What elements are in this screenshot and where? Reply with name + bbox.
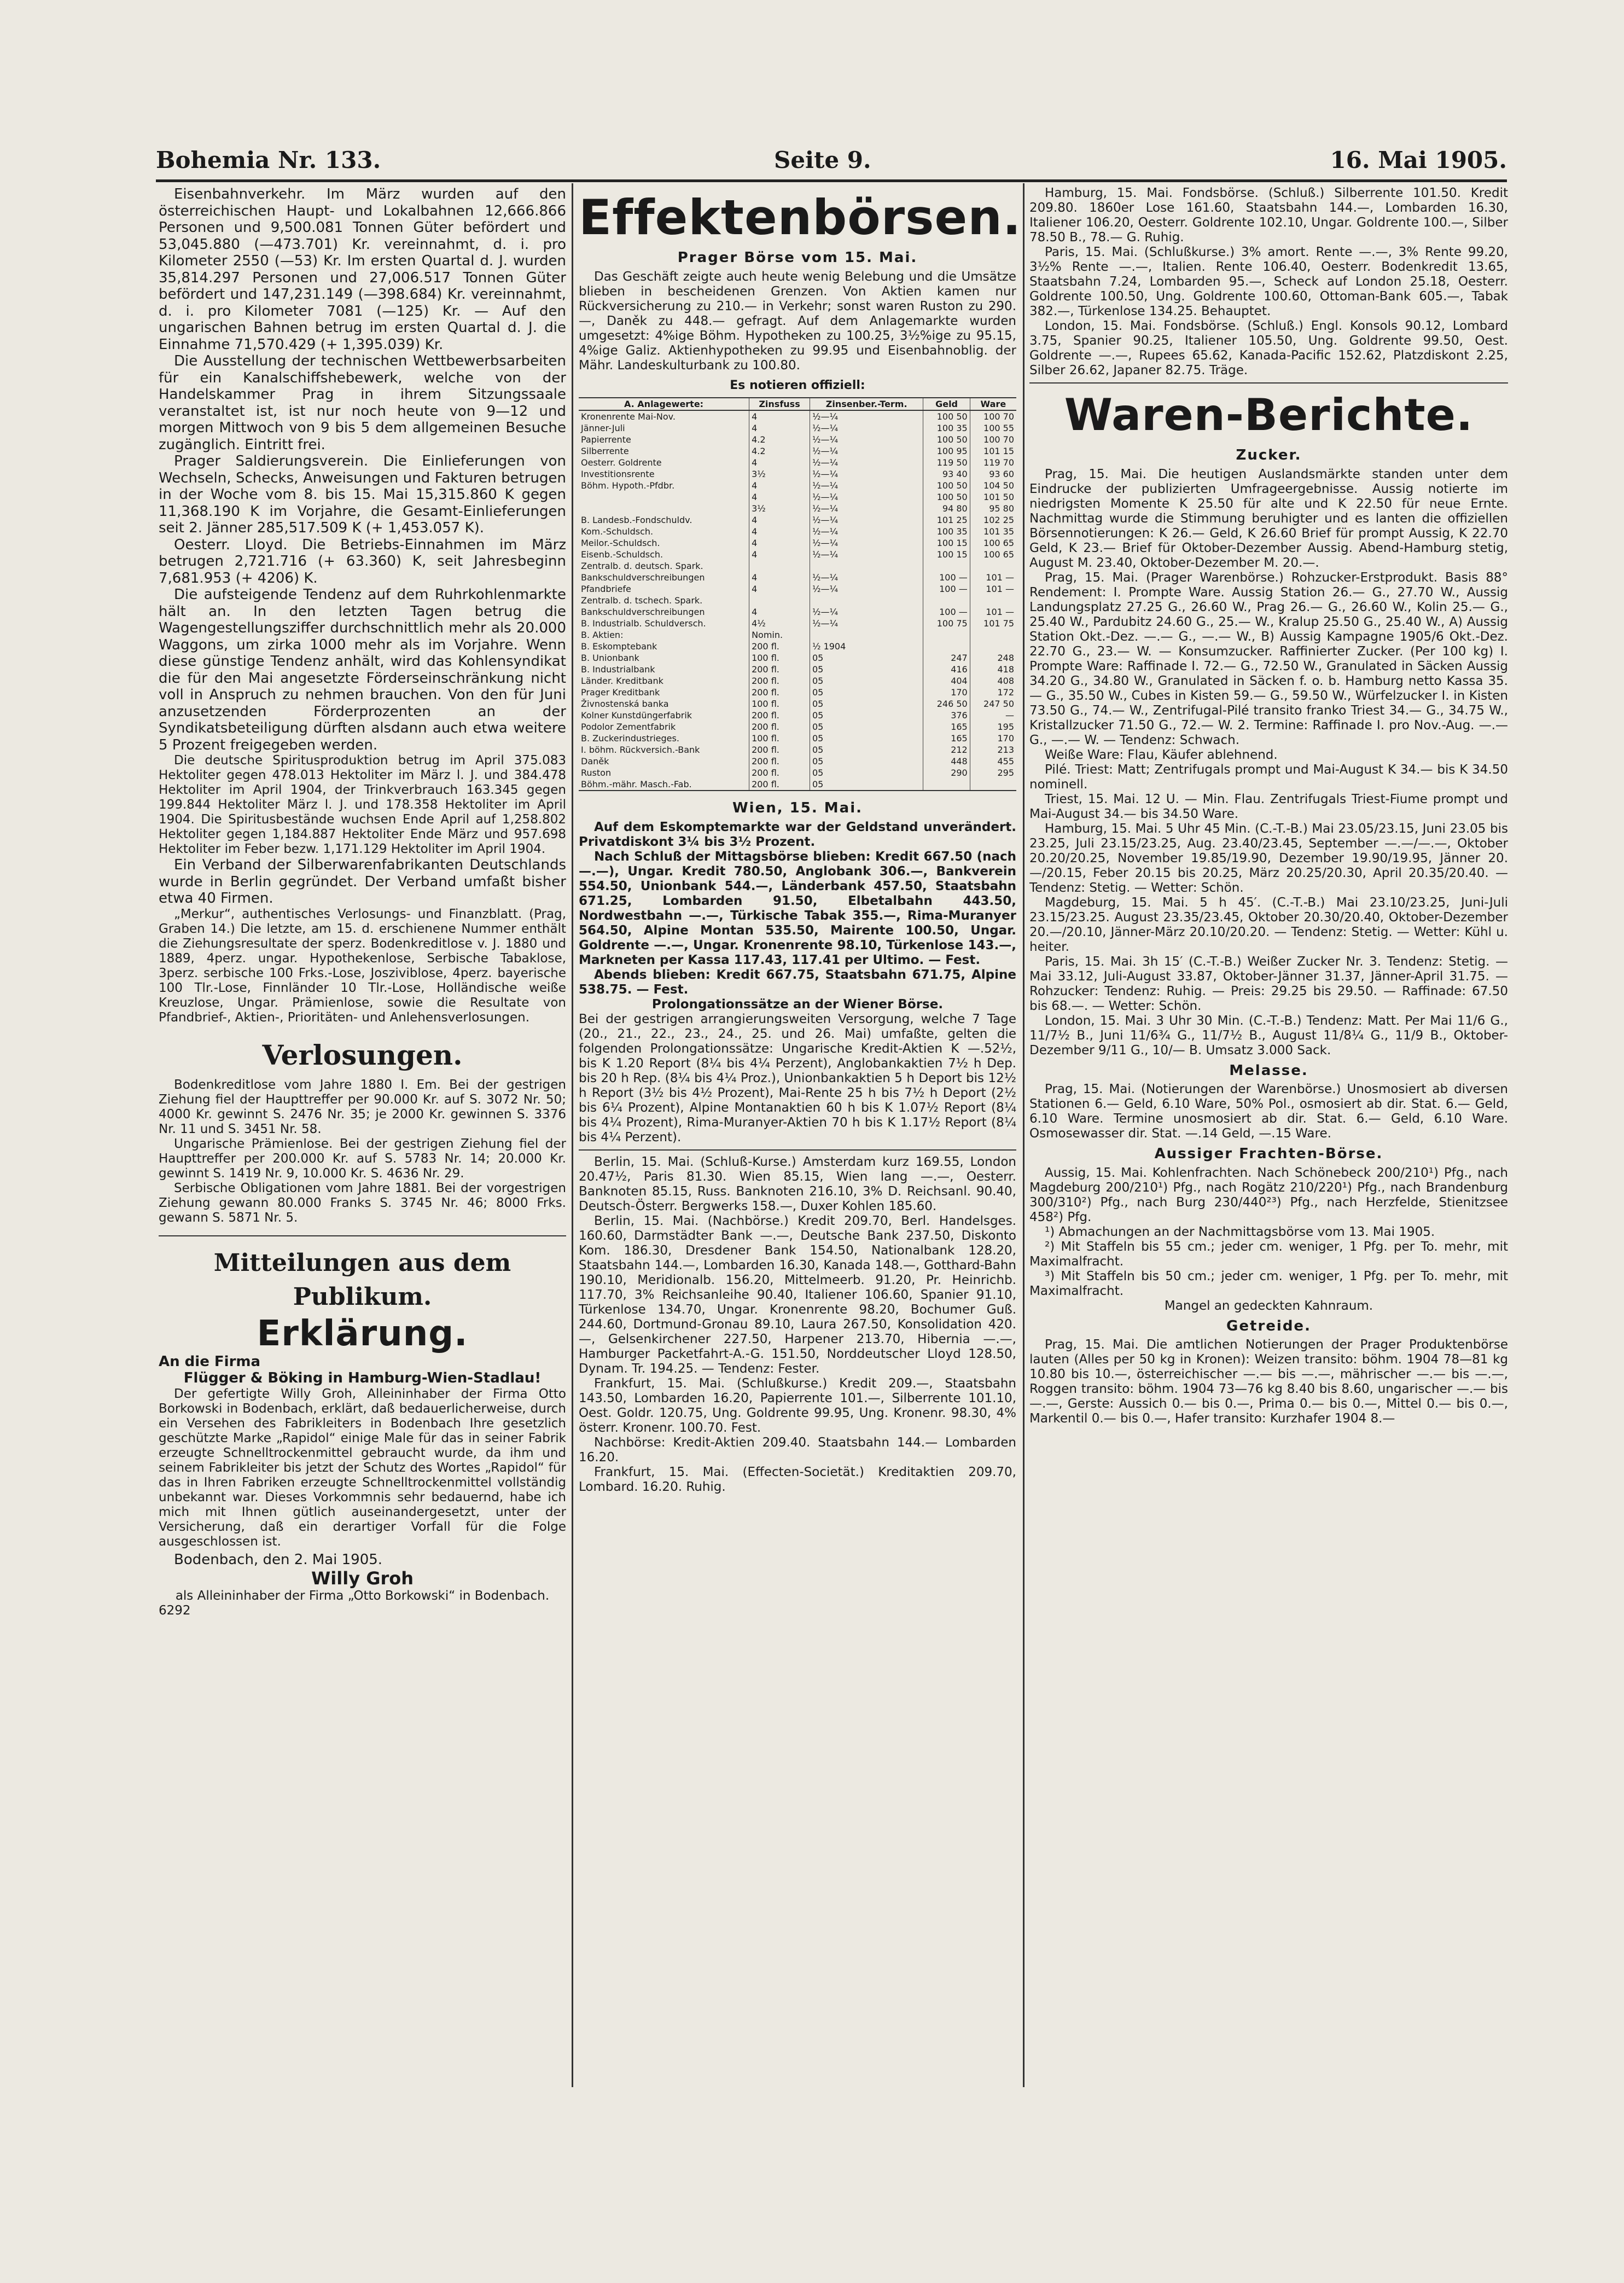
article-ruhrkohlen: Die aufsteigende Tendenz auf dem Ruhrkohlenmarkte hält an. In den letzten Tagen betrug die Wagengestellungsziffer durchschnittlich mehr als 20.000 Waggons, um zirka 1000 mehr als im Vorjahre. Wenn diese günstige Tendenz anhält, wird das Kohlensyndikat die für den Mai angesetzte Förderseinschränkung nicht voll in Anspruch zu nehmen brauchen. Von den für Juni anzusetzenden Förderprozenten an der Syndikatsbeteiligung dürften alsdann auch etwa weitere 5 Prozent freigegeben werden. [159,586,566,753]
kurs-table [579,397,1016,791]
prolongation-text: Bei der gestrigen arrangierungsweiten Versorgung, welche 7 Tage (20., 21., 22., 23., 24., 25. und 26. Mai) umfaßte, gelten die folgenden Prolongationssätze: Ungarische Kredit-Aktien K —.52½, bis K 1.20 Report (8¼ bis 4¼ Perzent), Anglobankaktien 7½ h Dep. bis 20 h Rep. (8¼ bis 4¼ Proz.), Unionbankaktien 5 h Deport bis 12½ h Report (3½ bis 4½ Prozent), Mai-Rente 25 h bis 7½ h Deport (2½ bis 6¼ Prozent), Alpine Montanaktien 60 h bis K 1.07½ Report (8¼ bis 4¼ Prozent), Rima-Muranyer-Aktien 70 h bis K 1.17½ Report (8¼ bis 4¼ Perzent). [579,1012,1016,1145]
kurs-cell-term: ½—¼ [810,572,923,583]
kurs-cell-zinsfuss: 4 [749,457,810,468]
notieren-heading: Es notieren offiziell: [730,378,865,392]
kurs-cell-ware: 101 — [970,606,1016,618]
article-spiritusproduktion: Die deutsche Spiritusproduktion betrug im April 375.083 Hektoliter gegen 478.013 Hektoliter im März l. J. und 384.478 Hektoliter im April 1904, der Trinkverbrauch 163.345 gegen 199.844 Hektoliter März l. J. und 178.358 Hektoliter im April 1904. Die Spiritusbestände wuchsen Ende April auf 1,258.802 Hektoliter gegen 1,184.887 Hektoliter Ende März und 957.698 Hektoliter im Feber bezw. 1,171.129 Hektoliter im April 1904. [159,753,566,856]
notice-signature-title: als Alleininhaber der Firma „Otto Borkowski“ in Bodenbach. [175,1589,550,1603]
kurs-cell-name: Papierrente [581,434,631,445]
kurs-cell-term: 05 [810,698,923,710]
table-row [579,698,1016,710]
kurs-cell-name: B. Industrialbank [581,664,655,675]
kurs-cell-zinsfuss: 4 [749,480,810,491]
melasse-heading: Melasse. [1229,1062,1308,1079]
section-title-warenberichte: Waren-Berichte. [1064,390,1474,440]
kurs-cell-ware: 101 75 [970,618,1016,629]
table-row [579,606,1016,618]
kurs-cell-term: ½—¼ [810,526,923,537]
kurs-cell-zinsfuss: 4.2 [749,445,810,457]
table-row [579,526,1016,537]
london-fondsboerse: London, 15. Mai. Fondsbörse. (Schluß.) Engl. Konsols 90.12, Lombard 3.75, Spanier 90.25, Italiener 105.50, Ung. Goldrente 99.50, Oest. Goldrente —.—, Rupees 65.62, Kanada-Pacific 152.62, Platzdiskont 2.25, Silber 26.62, Japaner 82.75. Träge. [1029,319,1508,377]
kurs-cell-name: Länder. Kreditbank [581,676,663,686]
kurs-cell-name: Böhm. Hypoth.-Pfdbr. [581,480,675,491]
wien-eskompte: Auf dem Eskomptemarkte war der Geldstand unverändert. Privatdiskont 3¼ bis 3½ Prozent. [579,820,1016,849]
kurs-cell-name: Kronenrente Mai-Nov. [581,411,676,422]
zucker-hamburg: Hamburg, 15. Mai. 5 Uhr 45 Min. (C.-T.-B.) Mai 23.05/23.15, Juni 23.05 bis 23.25, Juli 23.15/23.25, Aug. 23.40/23.45, September —.—/—.—, Oktober 20.20/20.25, November 19.85/19.90, Dezember 19.90/19.95, Jänner 20.—/20.15, Feber 20.15 bis 20.25, März 20.25/20.30, April 20.35/20.40. — Tendenz: Stetig. — Wetter: Schön. [1029,821,1508,895]
zucker-weisse-ware: Weiße Ware: Flau, Käufer ablehnend. [1045,747,1278,762]
kurs-cell-zinsfuss: 4 [749,491,810,503]
table-row [579,514,1016,526]
kurs-table-header [579,398,1016,410]
kurs-cell-geld: 290 [923,767,970,779]
divider [1029,382,1508,384]
kurs-cell-zinsfuss: Nomin. [749,629,810,641]
table-row [579,618,1016,629]
kurs-cell-ware: 418 [970,664,1016,675]
table-row [579,641,1016,652]
kurs-col-ware: Ware [970,398,1016,410]
table-row [579,572,1016,583]
kurs-cell-name: Eisenb.-Schuldsch. [581,549,663,560]
article-kanalschiffshebewerk: Die Ausstellung der technischen Wettbewerbsarbeiten für ein Kanalschiffshebewerk, welche von der Handelskammer Prag in ihrem Sitzungssaale veranstaltet ist, ist nur noch heute von 9—12 und morgen Mittwoch von 9 bis 5 dem allgemeinen Besuche zugänglich. Eintritt frei. [159,353,566,453]
kurs-cell-ware: 101 50 [970,491,1016,503]
kurs-cell-geld: 404 [923,675,970,687]
kurs-cell-term: ½—¼ [810,491,923,503]
kurs-cell-name: Oesterr. Goldrente [581,457,662,468]
kurs-cell-name: Bankschuldverschreibungen [581,572,705,583]
frankfurt-societaet: Frankfurt, 15. Mai. (Effecten-Societät.) Kreditaktien 209.70, Lombard. 16.20. Ruhig. [579,1465,1016,1494]
notice-number: 6292 [159,1604,191,1618]
kurs-cell-term: ½—¼ [810,422,923,434]
kurs-cell-zinsfuss: 200 fl. [749,744,810,756]
kurs-cell-zinsfuss: 200 fl. [749,779,810,791]
kurs-cell-ware: 247 50 [970,698,1016,710]
kurs-cell-term: 05 [810,779,923,791]
table-row [579,434,1016,445]
kurs-cell-name: B. Aktien: [581,630,624,640]
kurs-cell-geld: 100 15 [923,537,970,549]
table-row [579,480,1016,491]
kurs-cell-name: Kolner Kunstdüngerfabrik [581,710,692,721]
column-1 [159,186,566,1618]
kurs-cell-term: ½—¼ [810,549,923,560]
article-lloyd: Oesterr. Lloyd. Die Betriebs-Einnahmen im März betrugen 2,721.716 (+ 63.360) K, seit Jahresbeginn 7,681.953 (+ 4206) K. [159,536,566,586]
kurs-cell-name: I. böhm. Rückversich.-Bank [581,745,700,755]
kurs-cell-term: 05 [810,675,923,687]
kurs-cell-zinsfuss: 4 [749,583,810,595]
kurs-cell-geld: 100 35 [923,422,970,434]
table-row [579,779,1016,791]
kurs-cell-term: ½—¼ [810,514,923,526]
article-merkur: „Merkur“, authentisches Verlosungs- und Finanzblatt. (Prag, Graben 14.) Die letzte, am 15. d. erschienene Nummer enthält die Ziehungsresultate der sperz. Bodenkreditlose v. J. 1880 und 1889, 4perz. ungar. Hypothekenlose, Serbische Tabaklose, 3perz. serbische 100 Frks.-Lose, Josziviblose, 4perz. bayerische 100 Tlr.-Lose, Finnländer 10 Tlr.-Lose, Holländische weiße Kreuzlose, Ungar. Prämienlose, sowie die Resultate von Pfandbrief-, Aktien-, Prioritäten- und Anlehensverlosungen. [159,907,566,1025]
kurs-cell-name: Kom.-Schuldsch. [581,526,654,537]
table-row [579,549,1016,560]
kurs-cell-zinsfuss: 200 fl. [749,710,810,721]
kurs-cell-zinsfuss: 4 [749,606,810,618]
table-row [579,457,1016,468]
zucker-prag-2: Prag, 15. Mai. (Prager Warenbörse.) Rohzucker-Erstprodukt. Basis 88° Rendement: I. Prompte Ware. Aussig Station 26.— G., 27.70 W., Aussig Landungsplatz 27.25 G., 26.60 W., Prag 26.— G., 26.60 W., Kolin 25.— G., 25.40 W., Pardubitz 24.60 G., 25.— W., Kralup 25.50 G., 25.40 W., A) Aussig Station Okt.-Dez. —.— G., —.— W., B) Aussig Kampagne 1905/6 Okt.-Dez. 22.70 G., 23.— W. — Konsumzucker. Raffinierter Zucker. (Per 100 kg) I. Prompte Ware: Raffinade I. 72.— G., 72.50 W., Granulated in Säcken Aussig 34.20 G., 34.80 W., Granulated in Säcken f. o. b. Hamburg netto Kassa 35.— G., 35.50 W., Cubes in Kisten 59.— G., 59.50 W., Würfelzucker I. in Kisten 73.50 G., 74.— W., Zentrifugal-Pilé transito franko Triest 34.— G., 34.75 W., Kristallzucker 71.50 G., 72.— W. 2. Termine: Raffinade I. pro Nov.-Aug. —.— G., —.— W. — Tendenz: Schwach. [1029,570,1508,747]
kurs-cell-ware: 100 70 [970,434,1016,445]
kurs-cell-ware: 95 80 [970,503,1016,514]
header-issue: Bohemia Nr. 133. [156,147,381,173]
kurs-cell-term: 05 [810,721,923,733]
kurs-cell-ware: 172 [970,687,1016,698]
table-row [579,721,1016,733]
kurs-cell-zinsfuss [749,560,810,572]
frachten-aussig: Aussig, 15. Mai. Kohlenfrachten. Nach Schönebeck 200/210¹) Pfg., nach Magdeburg 200/210¹) Pfg., nach Rogätz 210/220¹) Pfg., nach Brandenburg 300/310²) Pfg., nach Burg 230/440²³) Pfg., nach Herzfelde, Stienitzsee 458²) Pfg. [1029,1165,1508,1224]
table-row [579,710,1016,721]
kurs-cell-term: ½—¼ [810,468,923,480]
kurs-cell-geld [923,629,970,641]
kurs-cell-zinsfuss: 4.2 [749,434,810,445]
zucker-paris: Paris, 15. Mai. 3h 15′ (C.-T.-B.) Weißer Zucker Nr. 3. Tendenz: Stetig. — Mai 33.12, Juli-August 33.87, Oktober-Jänner 31.37, Jänner-April 31.75. — Rohzucker: Tendenz: Ruhig. — Preis: 29.25 bis 29.50. — Raffinade: 67.50 bis 68.—. — Wetter: Schön. [1029,954,1508,1013]
kurs-cell-term: 05 [810,687,923,698]
kurs-cell-geld: 100 15 [923,549,970,560]
kurs-cell-name: Pfandbriefe [581,584,631,594]
kurs-cell-ware: 102 25 [970,514,1016,526]
kurs-cell-name [579,491,749,503]
kurs-cell-zinsfuss: 4 [749,549,810,560]
hamburg-fondsboerse: Hamburg, 15. Mai. Fondsbörse. (Schluß.) Silberrente 101.50. Kredit 209.80. 1860er Lose 161.60, Staatsbahn 144.—, Lombarden 16.30, Italiener 106.20, Oesterr. Goldrente 102.10, Ungar. Goldrente 100.—, Silber 78.50 B., 78.— G. Ruhig. [1029,186,1508,245]
getreide-prag: Prag, 15. Mai. Die amtlichen Notierungen der Prager Produktenbörse lauten (Alles per 50 kg in Kronen): Weizen transito: böhm. 1904 78—81 kg 10.80 bis 10.—, österreichischer —.— bis —.—, mährischer —.— bis —.—, Roggen transito: böhm. 1904 73—76 kg 8.40 bis 8.60, ungarischer —.— bis —.—, Gerste: Aussich 0.— bis 0.—, Prima 0.— bis 0.—, Mittel 0.— bis 0.—, Markentil 0.— bis 0.—, Hafer transito: Kurzhafer 1904 8.— [1029,1338,1508,1426]
frachten-heading: Aussiger Frachten-Börse. [1154,1146,1383,1162]
kurs-cell-name: B. Eskomptebank [581,641,657,652]
kurs-cell-geld: 100 — [923,606,970,618]
frankfurt-schlusskurse: Frankfurt, 15. Mai. (Schlußkurse.) Kredit 209.—, Staatsbahn 143.50, Lombarden 16.20, Papierrente 101.—, Silberrente 101.10, Oest. Goldr. 120.75, Ung. Goldrente 99.95, Ung. Kronenr. 98.30, 4% österr. Kronenr. 100.70. Fest. [579,1376,1016,1435]
kurs-cell-term: 05 [810,652,923,664]
table-row [579,468,1016,480]
zucker-london: London, 15. Mai. 3 Uhr 30 Min. (C.-T.-B.) Tendenz: Matt. Per Mai 11/6 G., 11/7½ B., Juni 11/6¾ G., 11/7½ B., August 11/8¼ G., 11/9 B., Oktober-Dezember 9/11 G., 10/— B. Umsatz 3.000 Sack. [1029,1013,1508,1058]
kurs-cell-ware: 101 35 [970,526,1016,537]
kurs-cell-term: ½—¼ [810,618,923,629]
kurs-cell-name: Zentralb. d. tschech. Spark. [581,595,703,606]
kurs-cell-term: 05 [810,733,923,744]
prag-boerse-heading: Prager Börse vom 15. Mai. [677,249,918,266]
kurs-cell-zinsfuss: 200 fl. [749,767,810,779]
verlosung-bodenkredit: Bodenkreditlose vom Jahre 1880 I. Em. Bei der gestrigen Ziehung fiel der Haupttreffer per 90.000 Kr. auf S. 3072 Nr. 50; 4000 Kr. gewinnt S. 2476 Nr. 35; je 2000 Kr. gewinnen S. 3376 Nr. 11 und S. 3451 Nr. 58. [159,1077,566,1136]
zucker-prag-1: Prag, 15. Mai. Die heutigen Auslandsmärkte standen unter dem Eindrucke der publizierten Umfrageergebnisse. Aussig notierte im niedrigsten Momente K 25.50 für alte und K 22.50 für neue Ernte. Nachmittag wurde die Stimmung beruhigter und es lanten die offiziellen Börsennotierungen: K 26.— Geld, K 26.60 Brief für prompt Aussig, K 22.70 Geld, K 23.— Brief für Oktober-Dezember Aussig. Abend-Hamburg stetig, August M. 23.40, Oktober-Dezember M. 20.—. [1029,467,1508,570]
kurs-cell-term: 05 [810,744,923,756]
kurs-cell-zinsfuss: 4 [749,514,810,526]
kurs-cell-zinsfuss: 200 fl. [749,641,810,652]
kurs-cell-name: B. Industrialb. Schuldversch. [581,618,706,629]
kurs-cell-term: 05 [810,767,923,779]
kurs-cell-name: Živnostenská banka [581,699,669,709]
kurs-cell-name: B. Zuckerindustrieges. [581,733,679,743]
kurs-cell-name: Investitionsrente [581,469,655,479]
wien-heading: Wien, 15. Mai. [732,800,863,816]
kurs-cell-geld: 101 25 [923,514,970,526]
kurs-cell-geld: 119 50 [923,457,970,468]
section-title-mitteilungen: Mitteilungen aus dem Publikum. [213,1248,511,1311]
table-row [579,767,1016,779]
kurs-cell-name: Zentralb. d. deutsch. Spark. [581,561,703,571]
berlin-nachboerse: Berlin, 15. Mai. (Nachbörse.) Kredit 209.70, Berl. Handelsges. 160.60, Darmstädter Bank —.—, Deutsche Bank 237.50, Diskonto Kom. 186.30, Dresdener Bank 154.50, Nationalbank 128.20, Staatsbahn 144.—, Lombarden 16.30, Kanada 148.—, Gotthard-Bahn 190.10, Meridionalb. 156.20, Mittelmeerb. 91.20, Pr. Heinrichb. 117.70, 3% Reichsanleihe 90.40, Italiener 106.60, Spanier 91.10, Türkenlose 134.70, Ungar. Kronenrente 98.20, Bochumer Guß. 244.60, Dortmund-Gronau 89.10, Laura 267.50, Konsolidation 420.—, Gelsenkirchener 227.50, Harpener 213.70, Hibernia —.—, Hamburger Packetfahrt-A.-G. 151.50, Norddeutscher Lloyd 128.50, Dynam. Tr. 194.25. — Tendenz: Fester. [579,1213,1016,1376]
kurs-cell-ware: — [970,710,1016,721]
kurs-cell-ware [970,595,1016,606]
zucker-pile: Pilé. Triest: Matt; Zentrifugals prompt und Mai-August K 34.— bis K 34.50 nominell. [1029,762,1508,792]
table-row [579,560,1016,572]
kurs-cell-zinsfuss: 200 fl. [749,721,810,733]
kurs-cell-zinsfuss: 200 fl. [749,664,810,675]
header-rule [156,179,1507,182]
kurs-cell-zinsfuss: 4 [749,572,810,583]
kurs-cell-geld: 170 [923,687,970,698]
article-saldierungsverein: Prager Saldierungsverein. Die Einlieferungen von Wechseln, Schecks, Anweisungen und Fakturen betrugen in der Woche vom 8. bis 15. Mai 15,315.860 K gegen 11,368.190 K im Vorjahre, die Gesamt-Einlieferungen seit 2. Jänner 285,517.509 K (+ 1,453.057 K). [159,453,566,536]
kurs-col-term: Zinsenber.-Term. [810,398,923,410]
column-divider-1 [572,183,573,2087]
kurs-col-name: A. Anlagewerte: [579,398,749,410]
kurs-cell-ware: 100 65 [970,537,1016,549]
prolongation-heading: Prolongationssätze an der Wiener Börse. [651,997,944,1012]
kurs-cell-name: Böhm.-mähr. Masch.-Fab. [579,779,749,791]
kurs-cell-zinsfuss: 100 fl. [749,698,810,710]
kurs-cell-zinsfuss: 3½ [749,468,810,480]
table-row [579,422,1016,434]
kurs-cell-name: B. Landesb.-Fondschuldv. [581,515,692,525]
table-row [579,491,1016,503]
kurs-cell-ware: 408 [970,675,1016,687]
kurs-cell-geld: 100 — [923,572,970,583]
column-3 [1029,186,1508,1426]
kurs-cell-name: Bankschuldverschreibungen [581,607,705,617]
kurs-cell-term: ½—¼ [810,480,923,491]
section-title-verlosungen: Verlosungen. [262,1038,463,1071]
kurs-cell-ware: 100 55 [970,422,1016,434]
paris-schlusskurse: Paris, 15. Mai. (Schlußkurse.) 3% amort. Rente —.—, 3% Rente 99.20, 3½% Rente —.—, Italien. Rente 106.40, Oesterr. Bodenkredit 13.65, Staatsbahn 7.24, Lombarden 95.—, Scheck auf London 25.18, Oesterr. Goldrente 100.50, Ung. Goldrente 100.60, Ottoman-Bank 605.—, Tabak 382.—, Türkenlose 134.25. Behauptet. [1029,245,1508,318]
frachten-note-1: ¹) Abmachungen an der Nachmittagsbörse vom 13. Mai 1905. [1045,1224,1435,1239]
kurs-cell-zinsfuss: 100 fl. [749,733,810,744]
header-page-number: Seite 9. [774,147,871,173]
notice-body: Der gefertigte Willy Groh, Alleininhaber der Firma Otto Borkowski in Bodenbach, erklärt, daß bedauerlicherweise, durch ein Versehen des Fabrikleiters in Bodenbach Ihre gesetzlich geschützte Marke „Rapidol“ einige Male für das in seiner Fabrik erzeugte Schnelltrockenmittel gebraucht wurde, da ihm und seinem Fabrikleiter bis jetzt der Schutz des Wortes „Rapidol“ für das in Ihren Fabriken erzeugte Schnelltrockenmittel vollständig unbekannt war. Dieses Vorkommnis sehr bedauernd, habe ich mich mit Ihnen gütlich auseinandergesetzt, unter der Versicherung, daß ein derartiger Vorfall für die Folge ausgeschlossen ist. [159,1386,566,1549]
kurs-cell-zinsfuss: 200 fl. [749,756,810,767]
kurs-cell-geld: 212 [923,744,970,756]
kurs-cell-zinsfuss: 4 [749,410,810,422]
kurs-cell-geld: 376 [923,710,970,721]
table-row [579,675,1016,687]
kurs-cell-geld: 165 [923,721,970,733]
table-row [579,744,1016,756]
kurs-cell-ware: 248 [970,652,1016,664]
kurs-cell-term: 05 [810,710,923,721]
kurs-cell-ware: 104 50 [970,480,1016,491]
getreide-heading: Getreide. [1226,1317,1311,1334]
kurs-cell-term: ½—¼ [810,410,923,422]
article-silberwaren: Ein Verband der Silberwarenfabrikanten Deutschlands wurde in Berlin gegründet. Der Verband umfaßt bisher etwa 40 Firmen. [159,857,566,907]
kurs-cell-geld: 100 50 [923,434,970,445]
kurs-cell-name: Daněk [581,756,609,766]
kurs-cell-geld: 246 50 [923,698,970,710]
frachten-note-2: ²) Mit Staffeln bis 55 cm.; jeder cm. weniger, 1 Pfg. per To. mehr, mit Maximalfracht. [1029,1239,1508,1269]
table-row [579,503,1016,514]
kurs-cell-geld: 93 40 [923,468,970,480]
kurs-cell-term: ½ 1904 [810,641,923,652]
zucker-magdeburg: Magdeburg, 15. Mai. 5 h 45′. (C.-T.-B.) Mai 23.10/23.25, Juni-Juli 23.15/23.25. August 23.35/23.45, Oktober 20.30/20.40, Oktober-Dezember 20.—/20.10, Jänner-März 20.10/20.20. — Tendenz: Stetig. — Wetter: Kühl u. heiter. [1029,895,1508,954]
table-row [579,652,1016,664]
kurs-cell-zinsfuss: 4½ [749,618,810,629]
column-divider-2 [1023,183,1025,2087]
kurs-cell-geld: 100 50 [923,480,970,491]
kurs-cell-term [810,629,923,641]
kurs-cell-ware: 213 [970,744,1016,756]
table-row [579,410,1016,422]
kurs-cell-zinsfuss: 3½ [749,503,810,514]
frankfurt-nachboerse: Nachbörse: Kredit-Aktien 209.40. Staatsbahn 144.— Lombarden 16.20. [579,1435,1016,1465]
kurs-cell-name: Jänner-Juli [581,423,625,433]
kurs-cell-ware [970,629,1016,641]
zucker-heading: Zucker. [1236,447,1302,463]
kurs-cell-geld: 100 95 [923,445,970,457]
kurs-cell-ware: 100 70 [970,410,1016,422]
kurs-cell-geld [923,641,970,652]
kurs-cell-ware: 295 [970,767,1016,779]
kurs-cell-geld: 100 50 [923,491,970,503]
kurs-cell-ware: 170 [970,733,1016,744]
kurs-cell-term: ½—¼ [810,445,923,457]
kurs-cell-term: ½—¼ [810,457,923,468]
table-row [579,537,1016,549]
kurs-cell-ware: 119 70 [970,457,1016,468]
kurs-col-geld: Geld [923,398,970,410]
kurs-cell-term: ½—¼ [810,503,923,514]
kurs-cell-geld: 448 [923,756,970,767]
section-title-effektenboersen: Effektenbörsen. [579,189,1022,246]
kurs-cell-name [579,503,749,514]
kurs-table-body [579,410,1016,791]
kurs-cell-ware: 455 [970,756,1016,767]
verlosung-ungarische: Ungarische Prämienlose. Bei der gestrigen Ziehung fiel der Haupttreffer per 200.000 Kr. auf S. 5783 Nr. 14; 20.000 Kr. gewinnt S. 1419 Nr. 9, 10.000 Kr. S. 4636 Nr. 29. [159,1136,566,1181]
kurs-cell-geld: 94 80 [923,503,970,514]
kurs-cell-geld [923,560,970,572]
table-row [579,733,1016,744]
kurs-cell-zinsfuss: 100 fl. [749,652,810,664]
page-header [156,147,1507,179]
kurs-cell-ware: 195 [970,721,1016,733]
wien-mittagsboerse: Nach Schluß der Mittagsbörse blieben: Kredit 667.50 (nach —.—), Ungar. Kredit 780.50, Anglobank 306.—, Bankverein 554.50, Unionbank 544.—, Länderbank 457.50, Staatsbahn 671.25, Lombarden 91.50, Elbetalbahn 443.50, Nordwestbahn —.—, Türkische Tabak 355.—, Rima-Muranyer 564.50, Alpine Montan 535.50, Mairente 100.50, Ungar. Goldrente —.—, Ungar. Kronenrente 98.10, Türkenlose 143.—, Markneten per Kassa 117.43, 117.41 per Ultimo. — Fest. [579,849,1016,967]
kurs-cell-ware: 93 60 [970,468,1016,480]
kurs-cell-name: B. Unionbank [581,653,639,663]
section-rule [159,1235,566,1236]
melasse-prag: Prag, 15. Mai. (Notierungen der Warenbörse.) Unosmosiert ab diversen Stationen 6.— Geld, 6.10 Ware, 50% Pol., osmosiert ab dir. Stat. 6.— Geld, 6.10 Ware. Termine unosmosiert ab dir. Stat. 6.— Geld, 6.10 Ware. Osmosewasser dir. Stat. —.14 Geld, —.15 Ware. [1029,1082,1508,1141]
prag-boerse-text: Das Geschäft zeigte auch heute wenig Belebung und die Umsätze blieben in bescheidenen Grenzen. Von Aktien kamen nur Rückversicherung zu 210.— in Verkehr; sonst waren Ruston zu 290.—, Daněk zu 448.— gefragt. Auf dem Anlagemarkte wurden umgesetzt: 4%ige Böhm. Hypotheken zu 100.25, 3½%ige zu 95.15, 4%ige Galiz. Aktienhypotheken zu 99.95 und Eisenbahnoblig. der Mähr. Landeskulturbank zu 100.80. [579,269,1016,373]
kurs-cell-zinsfuss: 4 [749,422,810,434]
table-row [579,595,1016,606]
kurs-cell-ware [970,641,1016,652]
kurs-cell-name: Meilor.-Schuldsch. [581,538,660,548]
header-date: 16. Mai 1905. [1330,147,1507,173]
frachten-note-3: ³) Mit Staffeln bis 50 cm.; jeder cm. weniger, 1 Pfg. per To. mehr, mit Maximalfracht. [1029,1269,1508,1298]
kurs-col-zinsfuss: Zinsfuss [749,398,810,410]
kurs-cell-term: ½—¼ [810,583,923,595]
frachten-note-4: Mangel an gedeckten Kahnraum. [1164,1298,1373,1313]
kurs-cell-term: ½—¼ [810,434,923,445]
kurs-cell-geld: 100 35 [923,526,970,537]
zucker-triest: Triest, 15. Mai. 12 U. — Min. Flau. Zentrifugals Triest-Fiume prompt und Mai-August 34.— bis 34.50 Ware. [1029,792,1508,821]
kurs-cell-term [810,595,923,606]
notice-date: Bodenbach, den 2. Mai 1905. [174,1551,383,1568]
notice-title-erklaerung: Erklärung. [257,1313,468,1354]
kurs-cell-name: Ruston [581,768,612,778]
kurs-cell-term: 05 [810,664,923,675]
kurs-cell-zinsfuss: 4 [749,537,810,549]
divider [579,1149,1016,1151]
kurs-cell-ware: 101 15 [970,445,1016,457]
kurs-cell-geld: 416 [923,664,970,675]
kurs-cell-geld: 247 [923,652,970,664]
kurs-cell-term: ½—¼ [810,606,923,618]
article-eisenbahnverkehr: Eisenbahnverkehr. Im März wurden auf den österreichischen Haupt- und Lokalbahnen 12,666.866 Personen und 9,500.081 Tonnen Güter befördert und 53,045.880 (—473.701) Kr. vereinnahmt, d. i. pro Kilometer 2550 (—53) Kr. Im ersten Quartal d. J. wurden 35,814.297 Personen und 27,006.517 Tonnen Güter befördert und 147,231.149 (—398.684) Kr. vereinnahmt, d. i. pro Kilometer 7081 (—125) Kr. — Auf den ungarischen Bahnen betrug im ersten Quartal d. J. die Einnahme 71,570.429 (+ 1,395.039) Kr. [159,186,566,353]
kurs-cell-zinsfuss: 4 [749,526,810,537]
kurs-cell-ware [970,560,1016,572]
kurs-cell-ware: 101 — [970,572,1016,583]
notice-signature: Willy Groh [311,1568,414,1589]
kurs-cell-geld: 100 — [923,583,970,595]
wien-abends: Abends blieben: Kredit 667.75, Staatsbahn 671.75, Alpine 538.75. — Fest. [579,967,1016,997]
kurs-cell-name: Podolor Zementfabrik [581,722,676,732]
table-row [579,629,1016,641]
table-row [579,756,1016,767]
kurs-cell-term [810,560,923,572]
kurs-cell-ware [970,779,1016,791]
verlosung-serbische: Serbische Obligationen vom Jahre 1881. Bei der vorgestrigen Ziehung gewann 80.000 Franks S. 3745 Nr. 46; 8000 Frks. gewann S. 5871 Nr. 5. [159,1181,566,1225]
kurs-cell-name: Prager Kreditbank [581,687,660,698]
table-row [579,664,1016,675]
kurs-cell-zinsfuss: 200 fl. [749,675,810,687]
table-row [579,583,1016,595]
kurs-cell-geld [923,595,970,606]
column-2 [579,186,1022,1495]
kurs-cell-term: 05 [810,756,923,767]
berlin-schlusskurse: Berlin, 15. Mai. (Schluß-Kurse.) Amsterdam kurz 169.55, London 20.47½, Paris 81.30. Wien 85.15, Wien lang —.—, Oesterr. Banknoten 85.15, Russ. Banknoten 216.10, 3% D. Reichsanl. 90.40, Deutsch-Österr. Bergwerks 158.—, Duxer Kohlen 185.60. [579,1154,1016,1213]
kurs-cell-geld: 165 [923,733,970,744]
kurs-cell-zinsfuss: 200 fl. [749,687,810,698]
notice-firm: Flügger & Böking in Hamburg-Wien-Stadlau! [183,1370,542,1386]
kurs-cell-zinsfuss [749,595,810,606]
kurs-cell-geld: 100 50 [923,410,970,422]
kurs-cell-ware: 100 65 [970,549,1016,560]
kurs-cell-term: ½—¼ [810,537,923,549]
notice-recipient: An die Firma [159,1353,261,1370]
table-row [579,445,1016,457]
kurs-cell-geld: 100 75 [923,618,970,629]
kurs-cell-ware: 101 — [970,583,1016,595]
table-row [579,687,1016,698]
kurs-cell-geld [923,779,970,791]
kurs-cell-name: Silberrente [581,446,629,456]
